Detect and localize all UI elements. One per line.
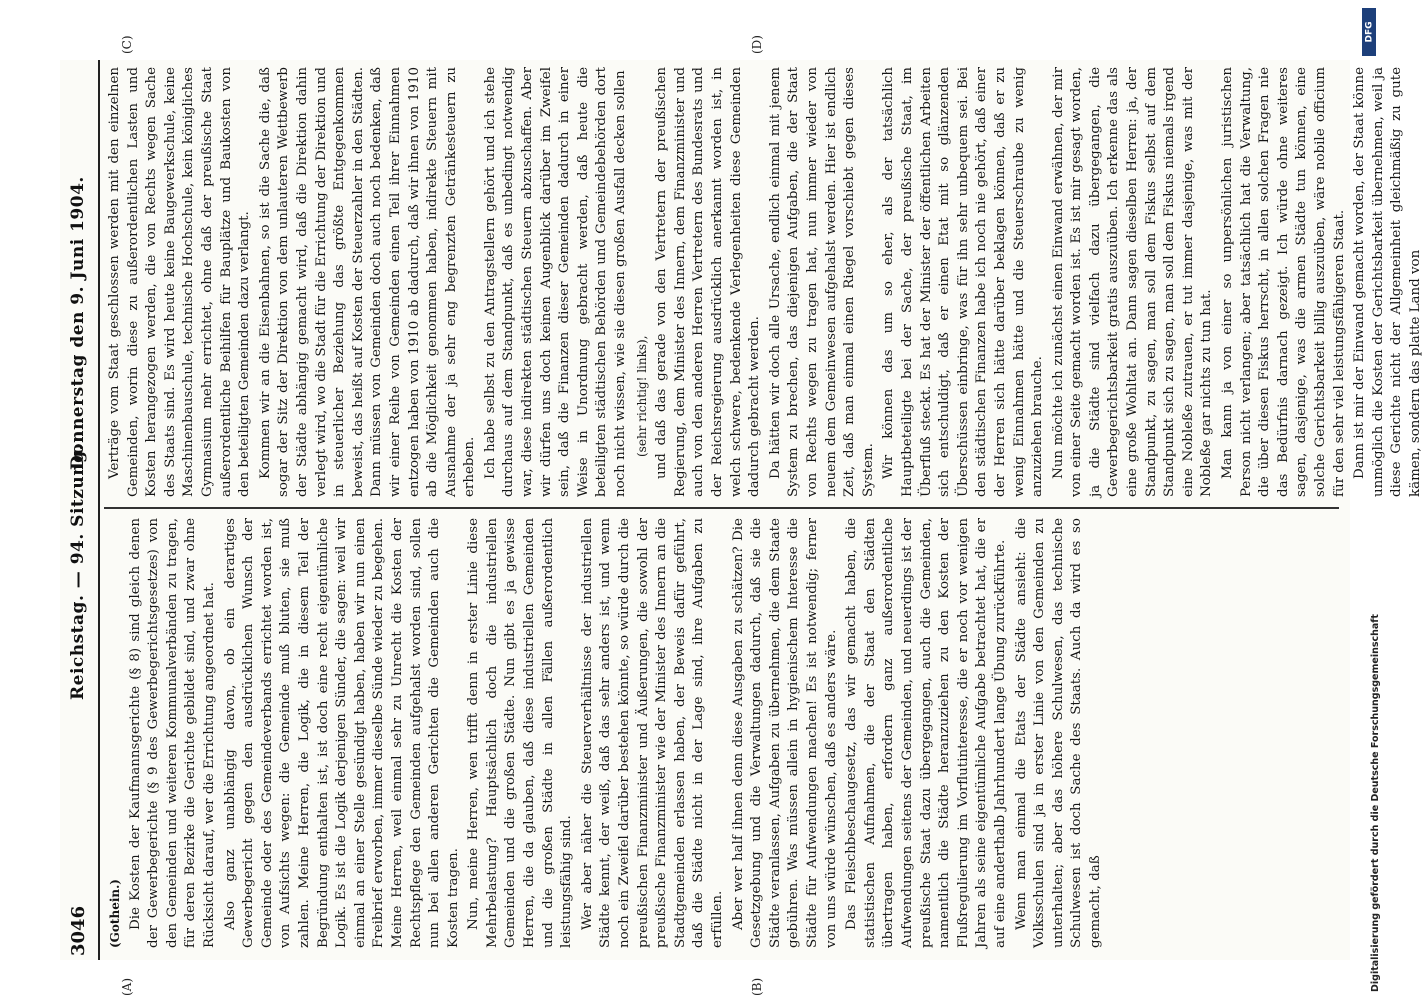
- paragraph: Da hätten wir doch alle Ursache, endlich einmal mit jenem System zu brechen, das diejenigen Aufgaben, die der Staat von Rechts wegen zu tragen hat, nun immer wieder von neuem dem Gemeinwesen aufgehalst werden. Hier ist endlich Zeit, daß man einmal einen Riegel vorschiebt gegen dieses System.: [767, 67, 876, 497]
- paragraph: Also ganz unabhängig davon, ob ein derartiges Gewerbegericht gegen den ausdrücklichen Wunsch der Gemeinde oder des Gemeindeverbands errichtet worden ist, von Aufsichts wegen: die Gemeinde muß bluten, sie muß zahlen. Meine Herren, die Logik, die in diesem Teil der Begründung enthalten ist, ist doch eine recht eigentümliche Logik. Es ist die Logik derjenigen Sünder, die sagen: weil wir einmal an einer Stelle gesündigt haben, haben wir nun einen Freibrief erworben, immer dieselbe Sünde wieder zu begehen. Meine Herren, weil einmal sehr zu Unrecht die Kosten der Rechtspflege den Gemeinden aufgehalst worden sind, sollen nun bei allen anderen Gerichten die Gemeinden auch die Kosten tragen.: [222, 518, 461, 948]
- paragraph: Verträge vom Staat geschlossen werden mit den einzelnen Gemeinden, worin diese zu außerordentlichen Lasten und Kosten herangezogen werden, die von Rechts wegen Sache des Staats sind. Es wird heute keine Baugewerkschule, keine Maschinenbauschule, technische Hochschule, kein königliches Gymnasium mehr errichtet, ohne daß der preußische Staat außerordentliche Beihilfen für Bauplätze und Baukosten von den beteiligten Gemeinden dazu verlangt.: [107, 67, 253, 497]
- dfg-logo-text: DFG: [1364, 21, 1375, 43]
- speaker-label: (Gothein.): [108, 879, 122, 948]
- paragraph: Nun möchte ich zunächst einen Einwand erwähnen, der mir von einer Seite gemacht worden ist. Es ist mir gesagt worden, ja die Städte sind vielfach dazu übergegangen, die Gewerbegerichtsbarkeit gratis auszuüben. Ich erkenne das als eine große Wohltat an. Dann sagen dieselben Herren: ja, der Standpunkt, zu sagen, man soll dem Fiskus selbst auf dem Standpunkt sich zu sagen, man soll dem Fiskus niemals irgend eine Nobleße zutrauen, er tut immer dasjenige, was mit der Nobleße gar nichts zu tun hat.: [1050, 67, 1215, 497]
- paragraph: Wenn man einmal die Etats der Städte ansieht: die Volksschulen sind ja in erster Linie von den Gemeinden zu unterhalten; aber das höhere Schulwesen, das technische Schulwesen ist doch Sache des Staats. Auch da wird es so gemacht, daß: [1013, 518, 1103, 948]
- paragraph: Das Fleischbeschaugesetz, das wir gemacht haben, die statistischen Aufnahmen, die der Staat den Städten übertragen haben, erfordern ganz außerordentliche Aufwendungen seitens der Gemeinden, und neuerdings ist der preußische Staat dazu übergegangen, auch die Gemeinden, namentlich die Städte heranzuziehen zu den Kosten der Flußregulierung im Vorflutinteresse, die er noch vor wenigen Jahren als seine eigentümliche Aufgabe betrachtet hat, die er auf eine anderthalb Jahrhundert lange Übung zurückführte.: [844, 518, 1008, 948]
- left-column: [106, 518, 1338, 948]
- paragraph: Wer aber näher die Steuerverhältnisse der industriellen Städte kennt, der weiß, daß das sehr anders ist, und wenn noch ein Zweifel darüber bestehen könnte, so würde durch die preußischen Finanzminister und Äußerungen, die sowohl der preußische Finanzminister wie der Minister des Innern an die Stadtgemeinden erlassen haben, der Beweis dafür geführt, daß die Städte nicht in der Lage sind, ihre Aufgaben zu erfüllen.: [579, 518, 725, 948]
- margin-marker-d: (D): [750, 35, 764, 54]
- dfg-logo: [1362, 8, 1376, 56]
- paragraph: Die Kosten der Kaufmannsgerichte (§ 8) sind gleich denen der Gewerbegerichte (§ 9 des Gewerbegerichtsgesetzes) von den Gemeinden und weiteren Kommunalverbänden zu tragen, für deren Bezirke die Gerichte gebildet sind, und zwar ohne Rücksicht darauf, wer die Errichtung angeordnet hat.: [127, 518, 217, 948]
- paragraph: Dann ist mir der Einwand gemacht worden, der Staat könne unmöglich die Kosten der Gerichtsbarkeit übernehmen, weil ja diese Gerichte nicht der Allgemeinheit gleichmäßig zu gute kämen, sondern das platte Land von: [1352, 67, 1423, 497]
- margin-marker-c: (C): [120, 35, 134, 54]
- header-rule: [98, 60, 100, 960]
- interjection: (sehr richtig! links),: [634, 335, 649, 457]
- page-header: [60, 60, 96, 960]
- margin-marker-a: (A): [120, 977, 134, 996]
- paragraph: Nun, meine Herren, wen trifft denn in erster Linie diese Mehrbelastung? Hauptsächlich doch die industriellen Gemeinden und die großen Städte. Nun gibt es ja gewisse Herren, die da glauben, daß diese industriellen Gemeinden und die großen Städte in allen Fällen außerordentlich leistungsfähig sind.: [466, 518, 575, 948]
- page-number: 3046: [68, 905, 89, 956]
- paragraph: Ich habe selbst zu den Antragstellern gehört und ich stehe durchaus auf dem Standpunkt, daß es unbedingt notwendig war, diese indirekten städtischen Steuern abzuschaffen. Aber wir dürfen uns doch keinen Augenblick darüber im Zweifel sein, daß die Finanzen dieser Gemeinden dadurch in einer Weise in Unordnung gebracht werden, daß heute die beteiligten städtischen Behörden und Gemeindebehörden dort noch nicht wissen, wie sie diesen großen Ausfall decken sollen: [482, 67, 629, 497]
- column-divider: [104, 508, 1339, 510]
- session-date: Donnerstag den 9. Juni 1904.: [68, 176, 88, 470]
- paragraph: Man kann ja von einer so unpersönlichen juristischen Person nicht verlangen; aber tatsächlich hat die Verwaltung, die über diesen Fiskus herrscht, in allen solchen Fragen nie das Bedürfnis darnach gezeigt. Ich würde ohne weiteres sagen, dasjenige, was die armen Städte tun können, eine solche Gerichtsbarkeit billig auszuüben, wäre nobile officium für den sehr viel leistungsfähigeren Staat.: [1220, 67, 1347, 497]
- paragraph: Wir können das um so eher, als der tatsächlich Hauptbeteiligte bei der Sache, der preußische Staat, im Überfluß steckt. Es hat der Minister der öffentlichen Arbeiten sich entschuldigt, daß er einen Etat mit so glänzenden Überschüssen einbringe, was für ihn sehr unbequem sei. Bei den städtischen Finanzen habe ich noch nie gehört, daß einer der Herren sich hätte darüber beklagen können, daß er zu wenig Einnahmen hätte und die Steuerschraube zu wenig anzuziehen brauche.: [881, 67, 1046, 497]
- right-column: [106, 67, 1423, 497]
- paragraph: Kommen wir an die Eisenbahnen, so ist die Sache die, daß sogar der Sitz der Direktion von dem unlauteren Wettbewerb der Städte abhängig gemacht wird, daß die Direktion dahin verlegt wird, wo die Stadt für die Errichtung der Direktion und in steuerlicher Beziehung das größte Entgegenkommen beweist, das heißt auf Kosten der Steuerzahler in den Städten. Dann müssen von Gemeinden doch auch noch bedenken, daß wir einer Reihe von Gemeinden einen Teil ihrer Einnahmen entzogen haben von 1910 ab dadurch, daß wir ihnen von 1910 ab die Möglichkeit genommen haben, indirekte Steuern mit Ausnahme der ja sehr eng begrenzten Getränkesteuern zu erheben.: [257, 67, 478, 497]
- publication-title: Reichstag. — 94. Sitzung.: [68, 444, 88, 700]
- margin-marker-b: (B): [750, 977, 764, 996]
- paragraph: und daß das gerade von den Vertretern der preußischen Regierung, dem Minister des Innern, dem Finanzminister und auch von den anderen Herren Vertretern des Bundesrats und der Reichsregierung ausdrücklich anerkannt worden ist, in welch schwere, bedenkende Verlegenheiten diese Gemeinden dadurch gebracht werden.: [654, 67, 763, 497]
- paragraph: Aber wer half ihnen denn diese Ausgaben zu schätzen? Die Gesetzgebung und die Verwaltungen dadurch, daß sie die Städte veranlassen, Aufgaben zu übernehmen, die dem Staate gebühren. Was müssen allein in hygienischem Interesse die Städte für Aufwendungen machen! Es ist notwendig; ferner von uns würde wünschen, daß es anders wäre.: [730, 518, 839, 948]
- digitization-credit: Digitalisierung gefördert durch die Deutsche Forschungsgemeinschaft: [1370, 614, 1381, 992]
